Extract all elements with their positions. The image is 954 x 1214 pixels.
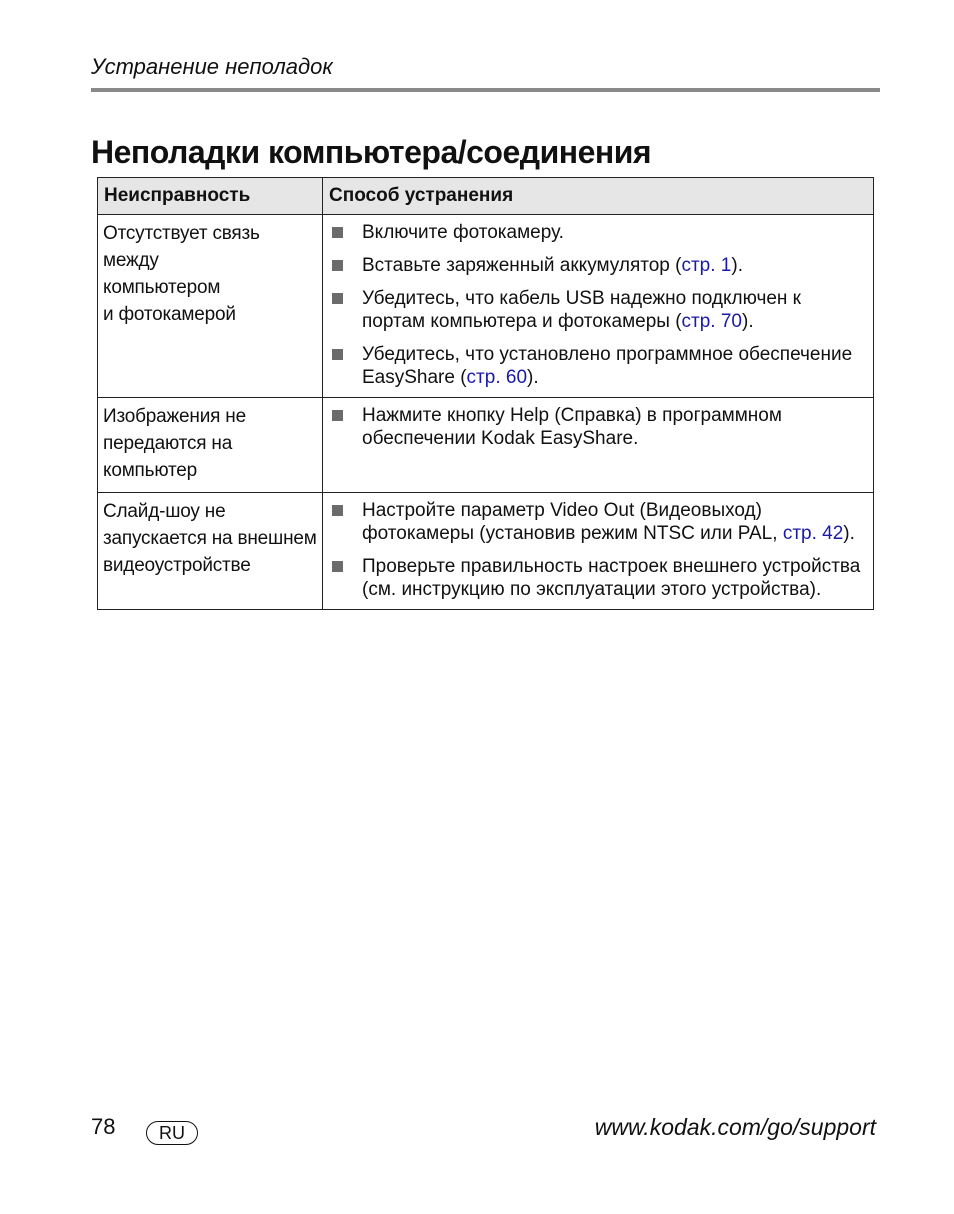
page-link[interactable]: стр. 42 [782, 523, 844, 544]
problem-cell [98, 215, 323, 398]
solution-text: Нажмите кнопку Help (Справка) в программном обеспечении Kodak EasyShare. [362, 405, 782, 449]
solution-text: Убедитесь, что кабель USB надежно подключен к портам компьютера и фотокамеры (стр. 70). [362, 288, 801, 332]
list-item [329, 254, 865, 277]
header-rule [91, 88, 880, 92]
solution-text: Проверьте правильность настроек внешнего устройства (см. инструкцию по эксплуатации этого устройства). [362, 556, 861, 600]
square-bullet-icon [332, 410, 343, 421]
language-badge: RU [146, 1121, 198, 1145]
problem-line: компьютер [103, 460, 197, 481]
square-bullet-icon [332, 505, 343, 516]
problem-cell [98, 398, 323, 493]
problem-line: Изображения не [103, 406, 246, 427]
troubleshooting-table [97, 177, 874, 610]
solution-text: Включите фотокамеру. [362, 222, 564, 243]
column-header-problem: Неисправность [98, 178, 323, 215]
page-link[interactable]: стр. 1 [681, 255, 732, 276]
page-link[interactable]: стр. 60 [466, 367, 528, 388]
square-bullet-icon [332, 293, 343, 304]
list-item [329, 555, 865, 601]
page-link[interactable]: стр. 70 [681, 311, 742, 332]
problem-line: передаются на [103, 433, 233, 454]
solution-list [329, 499, 865, 601]
solution-text: Убедитесь, что установлено программное обеспечение EasyShare (стр. 60). [362, 344, 853, 388]
solution-list [329, 221, 865, 389]
square-bullet-icon [332, 227, 343, 238]
list-item [329, 404, 865, 450]
table-row [98, 493, 874, 610]
square-bullet-icon [332, 561, 343, 572]
column-header-solution: Способ устранения [323, 178, 874, 215]
problem-line: Слайд-шоу не [103, 501, 226, 522]
running-head: Устранение неполадок [91, 54, 333, 79]
table-header-row [98, 178, 874, 215]
square-bullet-icon [332, 349, 343, 360]
problem-cell [98, 493, 323, 610]
list-item [329, 287, 865, 333]
solution-text: Настройте параметр Video Out (Видеовыход) фотокамеры (установив режим NTSC или PAL, стр. 42). [362, 500, 855, 544]
problem-line: запускается на внешнем [103, 528, 317, 549]
problem-line: Отсутствует связь между [103, 223, 260, 271]
solution-list [329, 404, 865, 450]
problem-line: и фотокамерой [103, 304, 236, 325]
table-row [98, 215, 874, 398]
page-title: Неполадки компьютера/соединения [91, 134, 652, 171]
page-number: 78 [91, 1114, 116, 1139]
list-item [329, 343, 865, 389]
solution-cell [323, 398, 874, 493]
list-item [329, 221, 865, 244]
square-bullet-icon [332, 260, 343, 271]
solution-text: Вставьте заряженный аккумулятор (стр. 1). [362, 255, 743, 276]
problem-line: видеоустройстве [103, 555, 251, 576]
list-item [329, 499, 865, 545]
problem-line: компьютером [103, 277, 221, 298]
support-url[interactable]: www.kodak.com/go/support [594, 1114, 876, 1140]
table-row [98, 398, 874, 493]
solution-cell [323, 493, 874, 610]
solution-cell [323, 215, 874, 398]
